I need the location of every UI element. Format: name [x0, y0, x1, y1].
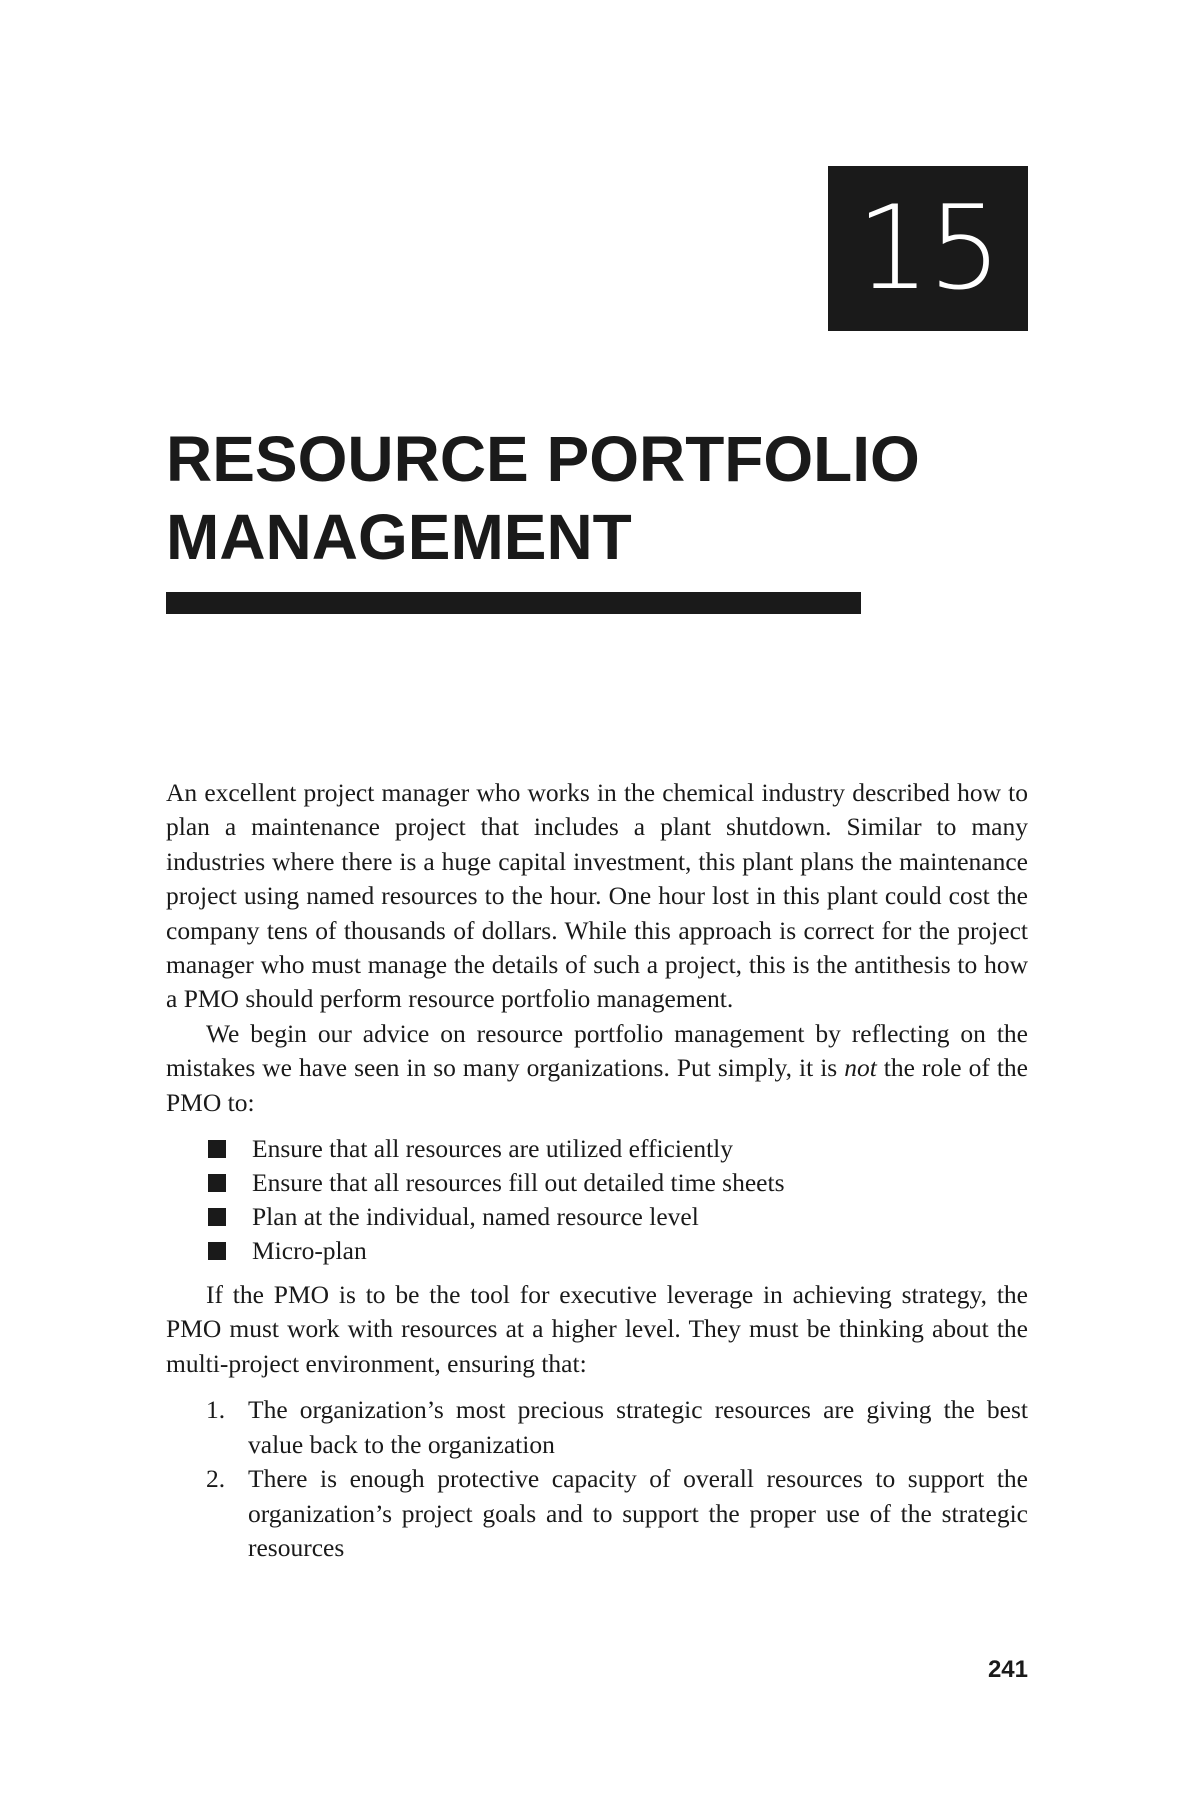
- bullet-list: [166, 1132, 1028, 1268]
- item-number: 1.: [206, 1395, 226, 1425]
- chapter-number-box: [828, 166, 1028, 331]
- paragraph-2-text-a: We begin our advice on resource portfolio management by reflecting on the mistakes we have seen in so many organizations. Put simply, it is: [166, 1018, 1028, 1083]
- paragraph-3: If the PMO is to be the tool for executive leverage in achieving strategy, the PMO must work with resources at a higher level. They must be thinking about the multi-project environment, ensuring that:: [166, 1280, 1028, 1378]
- square-bullet-icon: [208, 1174, 226, 1192]
- paragraph-1: An excellent project manager who works in the chemical industry described how to plan a maintenance project that includes a plant shutdown. Similar to many industries where there is a huge capital investment, this plant plans the maintenance project using named resources to the hour. One hour lost in this plant could cost the company tens of thousands of dollars. While this approach is correct for the project manager who must manage the details of such a project, this is the antithesis to how a PMO should perform resource portfolio management.: [166, 778, 1028, 1014]
- bullet-item: [208, 1234, 1028, 1268]
- numbered-item: [206, 1393, 1028, 1462]
- body-text: [166, 776, 1028, 1565]
- item-text: The organization’s most precious strategic resources are giving the best value back to the organization: [248, 1395, 1028, 1459]
- item-number: 2.: [206, 1464, 226, 1494]
- numbered-list: [166, 1393, 1028, 1565]
- bullet-item: [208, 1166, 1028, 1200]
- paragraph-2-emphasis: not: [844, 1053, 877, 1083]
- square-bullet-icon: [208, 1140, 226, 1158]
- paragraph-2: [166, 1017, 1028, 1120]
- bullet-text: Micro-plan: [252, 1236, 367, 1266]
- bullet-text: Ensure that all resources fill out detailed time sheets: [252, 1168, 785, 1198]
- chapter-title-line-2: MANAGEMENT: [166, 501, 632, 573]
- chapter-title: [166, 420, 1036, 576]
- chapter-number: 15: [856, 181, 1000, 316]
- page-number: 241: [987, 1656, 1028, 1683]
- numbered-item: [206, 1462, 1028, 1565]
- title-underline-rule: [166, 592, 861, 614]
- bullet-item: [208, 1132, 1028, 1166]
- bullet-text: Plan at the individual, named resource level: [252, 1202, 699, 1232]
- bullet-text: Ensure that all resources are utilized efficiently: [252, 1134, 733, 1164]
- paragraph-2-text-b: the role of the PMO to:: [166, 1053, 1028, 1117]
- square-bullet-icon: [208, 1208, 226, 1226]
- square-bullet-icon: [208, 1242, 226, 1260]
- bullet-item: [208, 1200, 1028, 1234]
- chapter-title-line-1: RESOURCE PORTFOLIO: [166, 423, 920, 495]
- item-text: There is enough protective capacity of overall resources to support the organization’s project goals and to support the proper use of the strategic resources: [248, 1464, 1028, 1562]
